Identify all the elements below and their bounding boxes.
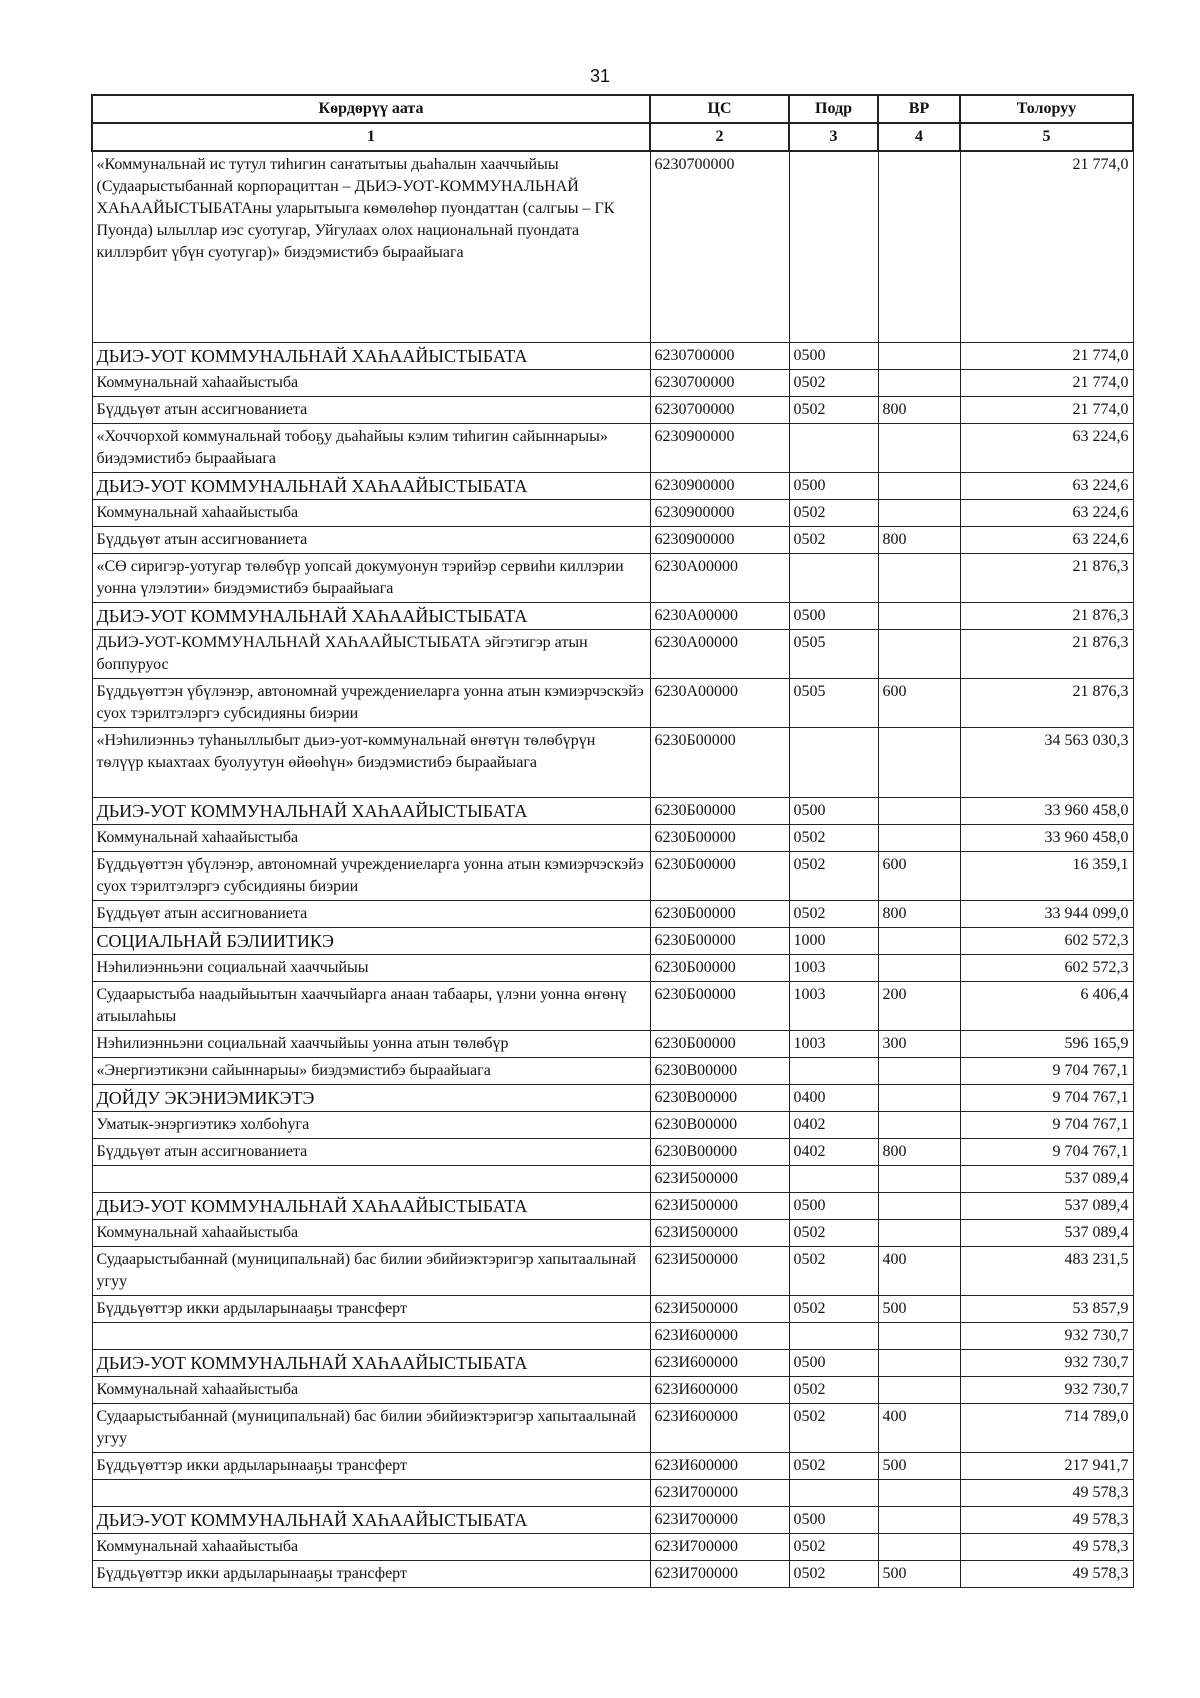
row-amount: 537 089,4 <box>960 1219 1133 1246</box>
row-vr-code <box>878 1533 960 1560</box>
row-name: Бүддьүѳт атын ассигнованиета <box>92 900 650 927</box>
header-podr: Подр <box>789 95 878 123</box>
header-row <box>92 95 1133 123</box>
row-name: Судаарыстыбаннай (муниципальнай) бас билии эбийиэктэригэр хапытаалынай угуу <box>92 1403 650 1452</box>
row-cs-code: 623И500000 <box>650 1295 789 1322</box>
table-row <box>92 927 1133 954</box>
row-amount: 21 774,0 <box>960 151 1133 342</box>
row-amount: 9 704 767,1 <box>960 1084 1133 1111</box>
row-amount: 49 578,3 <box>960 1506 1133 1533</box>
row-vr-code <box>878 629 960 678</box>
row-cs-code: 6230900000 <box>650 472 789 499</box>
table-row <box>92 1084 1133 1111</box>
row-amount: 21 774,0 <box>960 396 1133 423</box>
header-vr: ВР <box>878 95 960 123</box>
table-row <box>92 1403 1133 1452</box>
row-name: «Энергиэтикэни сайыннарыы» биэдэмистибэ быраайыага <box>92 1057 650 1084</box>
row-amount: 21 876,3 <box>960 629 1133 678</box>
row-cs-code: 623И500000 <box>650 1219 789 1246</box>
row-vr-code <box>878 423 960 472</box>
table-row <box>92 499 1133 526</box>
column-number-2: 2 <box>650 123 789 151</box>
row-podr-code: 1003 <box>789 981 878 1030</box>
table-row <box>92 851 1133 900</box>
row-cs-code: 6230900000 <box>650 499 789 526</box>
table-row <box>92 797 1133 824</box>
row-name: ДЬИЭ-УОТ КОММУНАЛЬНАЙ ХАҺААЙЫСТЫБАТА <box>92 342 650 369</box>
table-row <box>92 1246 1133 1295</box>
row-amount: 21 876,3 <box>960 678 1133 727</box>
row-name: «Коммунальнай ис тутул тиһигин саҥатытыы дьаһалын хааччыйыы (Судаарыстыбаннай корпорациттан – ДЬИЭ-УОТ-КОММУНАЛЬНАЙ ХАҺААЙЫСТЫБАТАны уларытыыга кѳмөлѳһөр пуондаттан (салгыы – ГК Пуонда) ылыллар иэс суотугар, Уйгулаах олох национальнай пуондата киллэрбит үбүн суотугар)» биэдэмистибэ быраайыага <box>92 151 650 342</box>
row-vr-code: 800 <box>878 1138 960 1165</box>
row-podr-code <box>789 1165 878 1192</box>
table-row <box>92 1322 1133 1349</box>
row-podr-code: 0500 <box>789 1506 878 1533</box>
row-cs-code: 623И700000 <box>650 1506 789 1533</box>
row-amount: 932 730,7 <box>960 1376 1133 1403</box>
table-row <box>92 678 1133 727</box>
table-row <box>92 1295 1133 1322</box>
row-amount: 932 730,7 <box>960 1349 1133 1376</box>
table-row <box>92 396 1133 423</box>
row-name: ДОЙДУ ЭКЭНИЭМИКЭТЭ <box>92 1084 650 1111</box>
row-name: Бүддьүѳт атын ассигнованиета <box>92 1138 650 1165</box>
row-name: «СӨ сиригэр-уотугар тѳлѳбүр уопсай докумуонун тэрийэр сервиһи киллэрии уонна үлэлэтии» биэдэмистибэ быраайыага <box>92 553 650 602</box>
row-podr-code: 0500 <box>789 797 878 824</box>
row-podr-code: 0502 <box>789 1295 878 1322</box>
row-amount: 483 231,5 <box>960 1246 1133 1295</box>
table-row <box>92 629 1133 678</box>
row-podr-code: 0502 <box>789 526 878 553</box>
row-podr-code: 0505 <box>789 678 878 727</box>
row-cs-code: 623И500000 <box>650 1246 789 1295</box>
row-vr-code: 600 <box>878 851 960 900</box>
row-name: Коммунальнай хаһаайыстыба <box>92 369 650 396</box>
row-podr-code <box>789 151 878 342</box>
row-podr-code <box>789 727 878 797</box>
row-amount: 63 224,6 <box>960 499 1133 526</box>
row-cs-code: 623И600000 <box>650 1322 789 1349</box>
table-row <box>92 602 1133 629</box>
row-amount: 21 876,3 <box>960 553 1133 602</box>
row-amount: 6 406,4 <box>960 981 1133 1030</box>
row-vr-code: 400 <box>878 1403 960 1452</box>
row-amount: 33 960 458,0 <box>960 797 1133 824</box>
row-amount: 49 578,3 <box>960 1533 1133 1560</box>
row-name <box>92 1165 650 1192</box>
row-name: Нэһилиэнньэни социальнай хааччыйыы <box>92 954 650 981</box>
row-vr-code: 800 <box>878 900 960 927</box>
row-vr-code <box>878 1192 960 1219</box>
row-name: Бүддьүѳттэр икки ардыларынааҕы трансферт <box>92 1452 650 1479</box>
row-cs-code: 6230900000 <box>650 423 789 472</box>
row-podr-code: 0402 <box>789 1138 878 1165</box>
row-vr-code <box>878 499 960 526</box>
row-cs-code: 6230Б00000 <box>650 797 789 824</box>
table-row <box>92 1111 1133 1138</box>
table-row <box>92 423 1133 472</box>
table-row <box>92 1138 1133 1165</box>
row-podr-code: 0505 <box>789 629 878 678</box>
row-vr-code <box>878 1322 960 1349</box>
row-name: ДЬИЭ-УОТ КОММУНАЛЬНАЙ ХАҺААЙЫСТЫБАТА <box>92 797 650 824</box>
row-vr-code: 300 <box>878 1030 960 1057</box>
row-podr-code: 0502 <box>789 1219 878 1246</box>
table-row <box>92 1219 1133 1246</box>
column-number-row <box>92 123 1133 151</box>
row-amount: 714 789,0 <box>960 1403 1133 1452</box>
table-row <box>92 1506 1133 1533</box>
header-amount: Толоруу <box>960 95 1133 123</box>
table-row <box>92 1192 1133 1219</box>
row-name: Коммунальнай хаһаайыстыба <box>92 1376 650 1403</box>
budget-table <box>91 94 1134 1588</box>
row-vr-code <box>878 1349 960 1376</box>
table-row <box>92 824 1133 851</box>
table-row <box>92 954 1133 981</box>
row-cs-code: 6230А00000 <box>650 678 789 727</box>
row-podr-code: 0502 <box>789 1376 878 1403</box>
row-vr-code <box>878 1506 960 1533</box>
row-vr-code <box>878 797 960 824</box>
row-podr-code: 0502 <box>789 900 878 927</box>
table-row <box>92 1057 1133 1084</box>
row-cs-code: 6230900000 <box>650 526 789 553</box>
header-name: Кѳрдѳрүү аата <box>92 95 650 123</box>
row-name: Судаарыстыбаннай (муниципальнай) бас билии эбийиэктэригэр хапытаалынай угуу <box>92 1246 650 1295</box>
row-cs-code: 6230Б00000 <box>650 851 789 900</box>
row-podr-code: 0502 <box>789 369 878 396</box>
column-number-4: 4 <box>878 123 960 151</box>
row-cs-code: 6230В00000 <box>650 1111 789 1138</box>
row-cs-code: 623И500000 <box>650 1165 789 1192</box>
row-cs-code: 623И600000 <box>650 1349 789 1376</box>
row-podr-code: 0500 <box>789 342 878 369</box>
row-vr-code: 500 <box>878 1295 960 1322</box>
column-number-3: 3 <box>789 123 878 151</box>
row-podr-code: 1003 <box>789 1030 878 1057</box>
row-podr-code: 0502 <box>789 396 878 423</box>
row-podr-code: 0402 <box>789 1111 878 1138</box>
row-amount: 63 224,6 <box>960 472 1133 499</box>
row-podr-code: 0502 <box>789 1246 878 1295</box>
row-vr-code <box>878 369 960 396</box>
table-row <box>92 553 1133 602</box>
row-cs-code: 623И700000 <box>650 1560 789 1587</box>
table-row <box>92 1165 1133 1192</box>
row-amount: 33 960 458,0 <box>960 824 1133 851</box>
row-amount: 602 572,3 <box>960 927 1133 954</box>
table-row <box>92 472 1133 499</box>
row-podr-code: 0502 <box>789 1452 878 1479</box>
row-vr-code <box>878 1165 960 1192</box>
row-podr-code <box>789 1479 878 1506</box>
row-amount: 9 704 767,1 <box>960 1057 1133 1084</box>
row-cs-code: 6230Б00000 <box>650 824 789 851</box>
row-name: ДЬИЭ-УОТ КОММУНАЛЬНАЙ ХАҺААЙЫСТЫБАТА <box>92 472 650 499</box>
row-cs-code: 6230А00000 <box>650 629 789 678</box>
row-name: Бүддьүѳт атын ассигнованиета <box>92 396 650 423</box>
row-cs-code: 6230700000 <box>650 396 789 423</box>
row-amount: 63 224,6 <box>960 423 1133 472</box>
row-cs-code: 6230Б00000 <box>650 1030 789 1057</box>
row-cs-code: 6230А00000 <box>650 602 789 629</box>
row-name: «Хоччорхой коммунальнай тобоҕу дьаһайыы кэлим тиһигин сайыннарыы» биэдэмистибэ быраайыага <box>92 423 650 472</box>
row-cs-code: 623И500000 <box>650 1192 789 1219</box>
row-cs-code: 623И700000 <box>650 1479 789 1506</box>
row-vr-code <box>878 954 960 981</box>
row-cs-code: 6230Б00000 <box>650 727 789 797</box>
row-vr-code <box>878 472 960 499</box>
row-amount: 9 704 767,1 <box>960 1111 1133 1138</box>
row-amount: 16 359,1 <box>960 851 1133 900</box>
row-podr-code: 0502 <box>789 824 878 851</box>
row-cs-code: 6230А00000 <box>650 553 789 602</box>
row-vr-code <box>878 1111 960 1138</box>
table-body <box>92 151 1133 1587</box>
row-vr-code <box>878 927 960 954</box>
row-vr-code: 500 <box>878 1452 960 1479</box>
table-row <box>92 1479 1133 1506</box>
row-podr-code <box>789 553 878 602</box>
row-amount: 53 857,9 <box>960 1295 1133 1322</box>
table-row <box>92 1560 1133 1587</box>
row-name: Нэһилиэнньэни социальнай хааччыйыы уонна атын тѳлѳбүр <box>92 1030 650 1057</box>
table-row <box>92 727 1133 797</box>
row-cs-code: 6230700000 <box>650 342 789 369</box>
row-name: ДЬИЭ-УОТ-КОММУНАЛЬНАЙ ХАҺААЙЫСТЫБАТА эйгэтигэр атын боппуруос <box>92 629 650 678</box>
table-row <box>92 900 1133 927</box>
row-cs-code: 623И600000 <box>650 1403 789 1452</box>
table-row <box>92 1452 1133 1479</box>
row-name: Судаарыстыба наадыйыытын хааччыйарга анаан табаары, үлэни уонна ѳҥѳнү атыылаһыы <box>92 981 650 1030</box>
row-name: Коммунальнай хаһаайыстыба <box>92 1533 650 1560</box>
row-amount: 63 224,6 <box>960 526 1133 553</box>
table-row <box>92 526 1133 553</box>
row-amount: 596 165,9 <box>960 1030 1133 1057</box>
row-cs-code: 623И700000 <box>650 1533 789 1560</box>
row-podr-code: 1003 <box>789 954 878 981</box>
row-name: Коммунальнай хаһаайыстыба <box>92 1219 650 1246</box>
row-cs-code: 623И600000 <box>650 1376 789 1403</box>
row-podr-code <box>789 423 878 472</box>
row-name: Коммунальнай хаһаайыстыба <box>92 824 650 851</box>
table-row <box>92 151 1133 342</box>
row-vr-code: 800 <box>878 396 960 423</box>
row-vr-code <box>878 727 960 797</box>
table-row <box>92 1376 1133 1403</box>
row-vr-code <box>878 1479 960 1506</box>
row-vr-code <box>878 1084 960 1111</box>
row-name: ДЬИЭ-УОТ КОММУНАЛЬНАЙ ХАҺААЙЫСТЫБАТА <box>92 1506 650 1533</box>
row-cs-code: 6230Б00000 <box>650 900 789 927</box>
row-vr-code: 200 <box>878 981 960 1030</box>
table-row <box>92 981 1133 1030</box>
row-vr-code <box>878 824 960 851</box>
row-cs-code: 6230700000 <box>650 151 789 342</box>
row-amount: 217 941,7 <box>960 1452 1133 1479</box>
row-amount: 9 704 767,1 <box>960 1138 1133 1165</box>
row-amount: 932 730,7 <box>960 1322 1133 1349</box>
table-row <box>92 1533 1133 1560</box>
row-name: ДЬИЭ-УОТ КОММУНАЛЬНАЙ ХАҺААЙЫСТЫБАТА <box>92 602 650 629</box>
row-cs-code: 6230В00000 <box>650 1138 789 1165</box>
row-podr-code: 0502 <box>789 1533 878 1560</box>
row-podr-code: 0500 <box>789 472 878 499</box>
row-amount: 34 563 030,3 <box>960 727 1133 797</box>
row-podr-code: 0500 <box>789 1349 878 1376</box>
column-number-1: 1 <box>92 123 650 151</box>
row-podr-code: 0502 <box>789 1560 878 1587</box>
row-podr-code: 1000 <box>789 927 878 954</box>
row-vr-code: 600 <box>878 678 960 727</box>
table-row <box>92 369 1133 396</box>
row-amount: 33 944 099,0 <box>960 900 1133 927</box>
row-amount: 21 774,0 <box>960 369 1133 396</box>
row-podr-code: 0400 <box>789 1084 878 1111</box>
row-name <box>92 1479 650 1506</box>
row-amount: 49 578,3 <box>960 1479 1133 1506</box>
row-cs-code: 6230В00000 <box>650 1084 789 1111</box>
row-vr-code <box>878 602 960 629</box>
row-vr-code <box>878 553 960 602</box>
row-vr-code <box>878 1376 960 1403</box>
row-podr-code: 0500 <box>789 602 878 629</box>
row-vr-code <box>878 1219 960 1246</box>
header-cs: ЦС <box>650 95 789 123</box>
row-cs-code: 6230700000 <box>650 369 789 396</box>
row-podr-code: 0502 <box>789 851 878 900</box>
row-vr-code: 500 <box>878 1560 960 1587</box>
row-podr-code: 0502 <box>789 499 878 526</box>
row-name: «Нэһилиэнньэ туһаныллыбыт дьиэ-уот-коммунальнай ѳҥѳтүн тѳлѳбүрүн тѳлүүр кыахтаах буолуутун өйөөһүн» биэдэмистибэ быраайыага <box>92 727 650 797</box>
column-number-5: 5 <box>960 123 1133 151</box>
row-name: Бүддьүѳттэр икки ардыларынааҕы трансферт <box>92 1560 650 1587</box>
row-vr-code <box>878 1057 960 1084</box>
table-row <box>92 1030 1133 1057</box>
row-cs-code: 6230В00000 <box>650 1057 789 1084</box>
row-name: СОЦИАЛЬНАЙ БЭЛИИТИКЭ <box>92 927 650 954</box>
row-vr-code <box>878 151 960 342</box>
page-number: 31 <box>589 66 611 86</box>
row-name: ДЬИЭ-УОТ КОММУНАЛЬНАЙ ХАҺААЙЫСТЫБАТА <box>92 1349 650 1376</box>
row-name: Бүддьүѳттэн үбүлэнэр, автономнай учреждениеларга уонна атын кэмиэрчэскэйэ суох тэрилтэлэргэ субсидияны биэрии <box>92 678 650 727</box>
row-name: ДЬИЭ-УОТ КОММУНАЛЬНАЙ ХАҺААЙЫСТЫБАТА <box>92 1192 650 1219</box>
row-name: Бүддьүѳттэн үбүлэнэр, автономнай учреждениеларга уонна атын кэмиэрчэскэйэ суох тэрилтэлэргэ субсидияны биэрии <box>92 851 650 900</box>
row-amount: 602 572,3 <box>960 954 1133 981</box>
table-row <box>92 342 1133 369</box>
row-name <box>92 1322 650 1349</box>
row-name: Бүддьүѳт атын ассигнованиета <box>92 526 650 553</box>
row-amount: 21 774,0 <box>960 342 1133 369</box>
row-podr-code: 0502 <box>789 1403 878 1452</box>
row-cs-code: 6230Б00000 <box>650 927 789 954</box>
row-amount: 537 089,4 <box>960 1192 1133 1219</box>
row-amount: 21 876,3 <box>960 602 1133 629</box>
row-vr-code: 800 <box>878 526 960 553</box>
row-vr-code: 400 <box>878 1246 960 1295</box>
row-name: Бүддьүѳттэр икки ардыларынааҕы трансферт <box>92 1295 650 1322</box>
table-row <box>92 1349 1133 1376</box>
row-podr-code <box>789 1322 878 1349</box>
row-cs-code: 623И600000 <box>650 1452 789 1479</box>
row-cs-code: 6230Б00000 <box>650 981 789 1030</box>
row-name: Уматык-энэргиэтикэ холбоһуга <box>92 1111 650 1138</box>
row-amount: 537 089,4 <box>960 1165 1133 1192</box>
row-podr-code: 0500 <box>789 1192 878 1219</box>
row-vr-code <box>878 342 960 369</box>
row-cs-code: 6230Б00000 <box>650 954 789 981</box>
row-name: Коммунальнай хаһаайыстыба <box>92 499 650 526</box>
row-amount: 49 578,3 <box>960 1560 1133 1587</box>
row-podr-code <box>789 1057 878 1084</box>
